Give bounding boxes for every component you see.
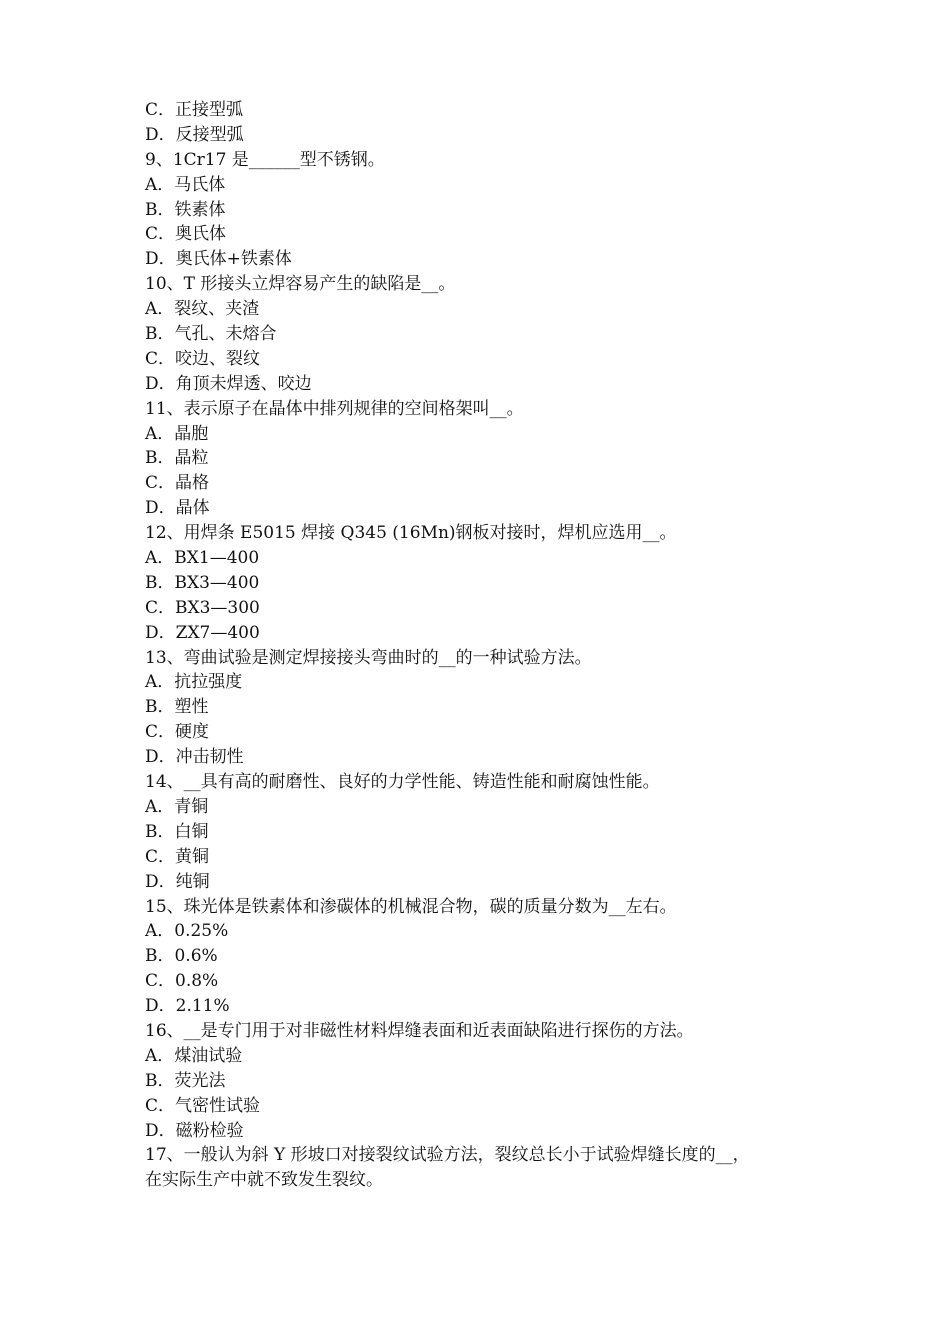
question-11: 11、表示原子在晶体中排列规律的空间格架叫__。 (145, 398, 524, 419)
option-d-q9: D．奥氏体+铁素体 (145, 249, 292, 270)
option-c-q14: C．黄铜 (145, 846, 210, 867)
option-d-q12: D．ZX7—400 (145, 622, 260, 643)
question-15: 15、珠光体是铁素体和渗碳体的机械混合物，碳的质量分数为__左右。 (145, 896, 677, 917)
option-a-q16: A．煤油试验 (145, 1045, 243, 1066)
option-d-q10: D．角顶未焊透、咬边 (145, 373, 312, 394)
question-17: 17、一般认为斜 Y 形坡口对接裂纹试验方法，裂纹总长小于试验焊缝长度的__， (145, 1145, 750, 1166)
option-d-q13: D．冲击韧性 (145, 747, 244, 768)
option-c-q13: C．硬度 (145, 722, 210, 743)
option-b-q11: B．晶粒 (145, 448, 209, 469)
option-b-q16: B．荧光法 (145, 1070, 226, 1091)
option-c-q11: C．晶格 (145, 473, 210, 494)
option-c-q9: C．奥氏体 (145, 224, 227, 245)
option-a-q12: A．BX1—400 (145, 548, 260, 569)
option-b-q15: B．0.6% (145, 946, 218, 967)
option-a-q9: A．马氏体 (145, 174, 226, 195)
question-text-block (145, 98, 810, 1193)
question-12: 12、用焊条 E5015 焊接 Q345 (16Mn)钢板对接时，焊机应选用__。 (145, 523, 677, 544)
option-d-q16: D．磁粉检验 (145, 1120, 244, 1141)
option-b-q12: B．BX3—400 (145, 572, 260, 593)
question-16: 16、__是专门用于对非磁性材料焊缝表面和近表面缺陷进行探伤的方法。 (145, 1020, 694, 1041)
option-c-q16: C．气密性试验 (145, 1095, 261, 1116)
option-c-q12: C．BX3—300 (145, 597, 260, 618)
question-9: 9、1Cr17 是______型不锈钢。 (145, 149, 385, 170)
question-17-continued: 在实际生产中就不致发生裂纹。 (145, 1170, 383, 1191)
option-b-q9: B．铁素体 (145, 199, 226, 220)
option-d-q11: D．晶体 (145, 498, 210, 519)
question-10: 10、T 形接头立焊容易产生的缺陷是__。 (145, 274, 456, 295)
option-d-q15: D．2.11% (145, 996, 230, 1017)
question-14: 14、__具有高的耐磨性、良好的力学性能、铸造性能和耐腐蚀性能。 (145, 772, 660, 793)
option-c-q8: C．正接型弧 (145, 100, 244, 120)
option-a-q13: A．抗拉强度 (145, 672, 243, 693)
option-b-q14: B．白铜 (145, 821, 209, 842)
option-c-q15: C．0.8% (145, 971, 219, 992)
option-a-q11: A．晶胞 (145, 423, 209, 444)
option-a-q15: A．0.25% (145, 921, 229, 942)
option-d-q14: D．纯铜 (145, 871, 210, 892)
option-c-q10: C．咬边、裂纹 (145, 348, 261, 369)
option-a-q10: A．裂纹、夹渣 (145, 299, 260, 320)
option-b-q13: B．塑性 (145, 697, 209, 718)
question-13: 13、弯曲试验是测定焊接接头弯曲时的__的一种试验方法。 (145, 647, 592, 668)
option-d-q8: D．反接型弧 (145, 124, 244, 145)
option-a-q14: A．青铜 (145, 796, 209, 817)
option-b-q10: B．气孔、未熔合 (145, 324, 277, 345)
